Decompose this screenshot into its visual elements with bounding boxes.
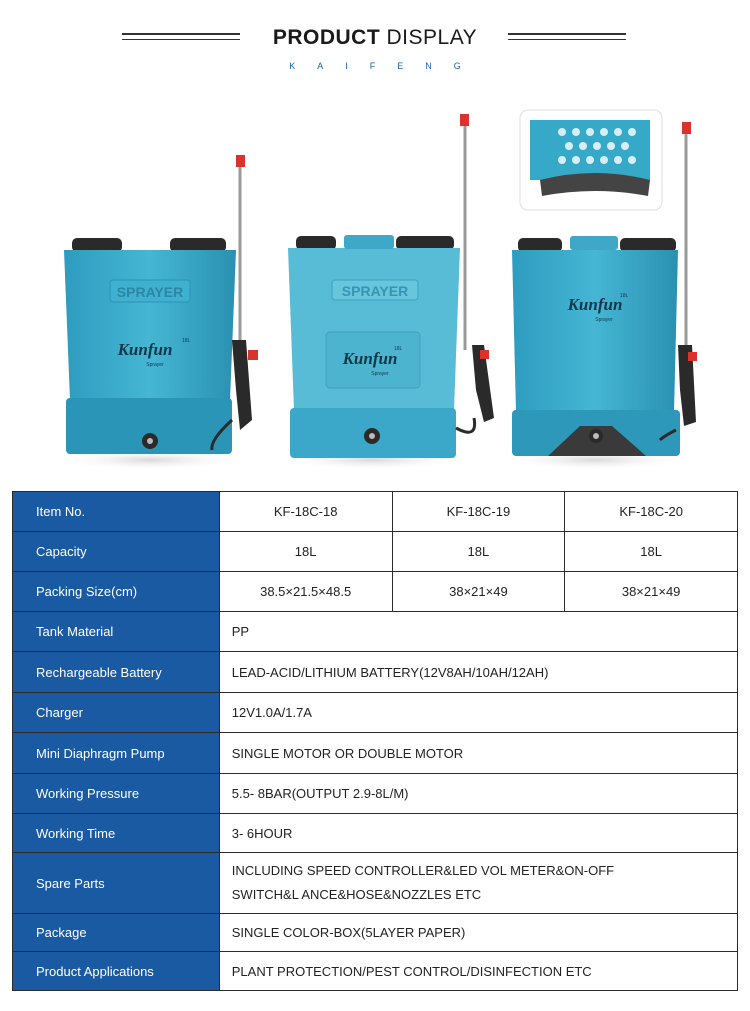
row-label: Working Time: [13, 814, 220, 853]
product-illustrations: [0, 100, 750, 480]
sprayer-2-capacity-mark: 18L: [394, 346, 403, 352]
page-title-bold: PRODUCT: [272, 26, 381, 49]
sprayer-1-brand-sub: Sprayer: [146, 362, 164, 368]
row-label: Package: [13, 914, 220, 952]
table-row: [13, 652, 738, 693]
cell-value: 5.5- 8BAR(OUTPUT 2.9-8L/M): [219, 774, 737, 814]
sprayer-2-brand-sub: Sprayer: [371, 371, 389, 377]
page-header: [0, 0, 750, 90]
sprayer-kf-18c-19: [277, 114, 494, 470]
sprayer-3-brand-sub: Sprayer: [595, 317, 613, 323]
table-row: [13, 612, 738, 652]
table-row: [13, 693, 738, 733]
cell-value: 18L: [219, 532, 392, 572]
cell-value: 38.5×21.5×48.5: [219, 572, 392, 612]
row-label: Rechargeable Battery: [13, 652, 220, 693]
cell-value: SINGLE COLOR-BOX(5LAYER PAPER): [219, 914, 737, 952]
row-label: Product Applications: [13, 952, 220, 991]
cell-value: PP: [219, 612, 737, 652]
sprayer-3-brand: Kunfun: [567, 295, 623, 314]
sprayer-1-capacity-mark: 18L: [182, 338, 191, 344]
cell-value: [219, 853, 737, 914]
row-label: Capacity: [13, 532, 220, 572]
row-label: Mini Diaphragm Pump: [13, 733, 220, 774]
table-row: [13, 492, 738, 532]
sprayer-3-capacity-mark: 18L: [620, 293, 629, 299]
sprayer-1-brand: Kunfun: [117, 340, 173, 359]
sprayer-2-brand: Kunfun: [342, 349, 398, 368]
cell-value: 18L: [565, 532, 738, 572]
spare-parts-line-1: INCLUDING SPEED CONTROLLER&LED VOL METER&ON-OFF: [231, 863, 615, 878]
table-row: [13, 814, 738, 853]
cell-value: LEAD-ACID/LITHIUM BATTERY(12V8AH/10AH/12AH): [219, 652, 737, 693]
row-label: Item No.: [13, 492, 220, 532]
cell-value: SINGLE MOTOR OR DOUBLE MOTOR: [219, 733, 737, 774]
table-row: [13, 952, 738, 991]
spare-parts-line-2: SWITCH&L ANCE&HOSE&NOZZLES ETC: [231, 887, 482, 902]
cell-value: KF-18C-20: [565, 492, 738, 532]
table-row: [13, 733, 738, 774]
table-row: [13, 914, 738, 952]
specification-table: [12, 491, 738, 991]
row-label: Spare Parts: [13, 853, 220, 914]
cell-value: KF-18C-18: [219, 492, 392, 532]
table-row: [13, 532, 738, 572]
page-title-light: DISPLAY: [386, 26, 478, 49]
table-row: [13, 774, 738, 814]
cell-value: 3- 6HOUR: [219, 814, 737, 853]
row-label: Packing Size(cm): [13, 572, 220, 612]
cell-value: 18L: [392, 532, 565, 572]
cell-value: 12V1.0A/1.7A: [219, 693, 737, 733]
cell-value: KF-18C-19: [392, 492, 565, 532]
product-images: [0, 100, 750, 480]
sprayer-2-tank-text: SPRAYER: [341, 283, 409, 299]
page-title: [273, 26, 477, 49]
cell-value: 38×21×49: [392, 572, 565, 612]
sprayer-1-tank-text: SPRAYER: [116, 284, 184, 300]
sprayer-kf-18c-18: [55, 155, 258, 470]
row-label: Charger: [13, 693, 220, 733]
row-label: Tank Material: [13, 612, 220, 652]
table-row: [13, 572, 738, 612]
sprayer-kf-18c-20: [500, 110, 697, 470]
table-row: [13, 853, 738, 914]
row-label: Working Pressure: [13, 774, 220, 814]
cell-value: 38×21×49: [565, 572, 738, 612]
cell-value: PLANT PROTECTION/PEST CONTROL/DISINFECTION ETC: [219, 952, 737, 991]
page-subtitle: KAIFENG: [289, 61, 483, 71]
